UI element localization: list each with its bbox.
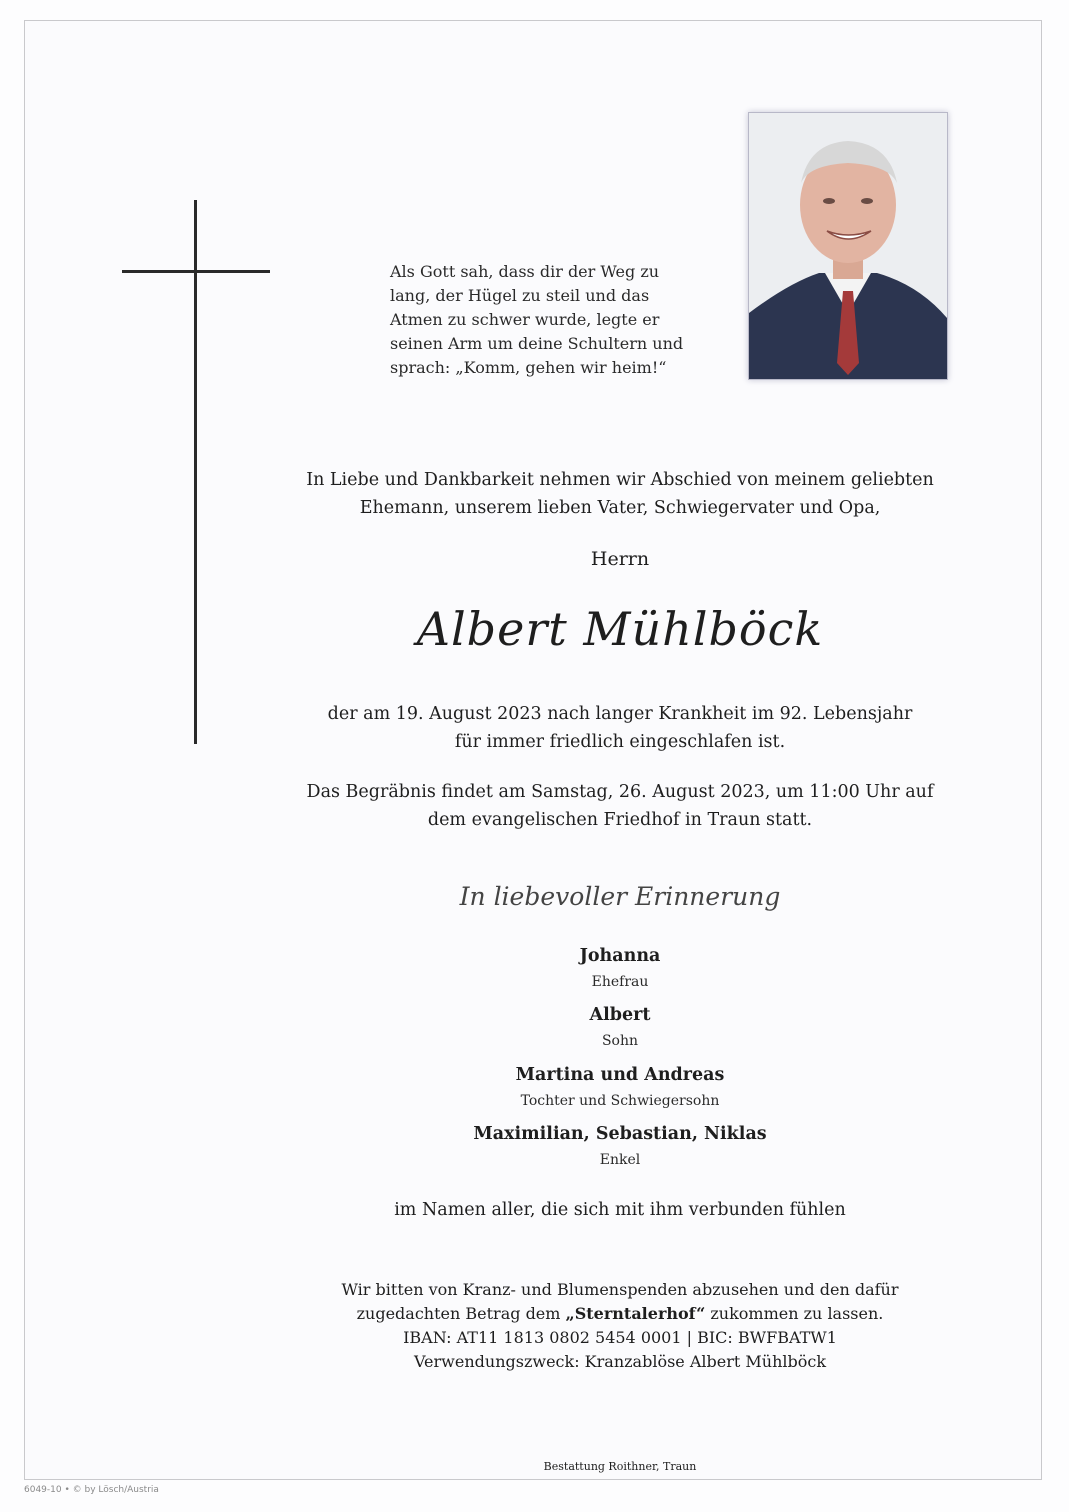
mourner-relation: Ehefrau bbox=[591, 974, 649, 990]
donation-line: Wir bitten von Kranz- und Blumenspenden abzusehen und den dafür bbox=[341, 1280, 899, 1299]
cross-vertical-bar bbox=[194, 200, 197, 744]
funeral-notice bbox=[240, 778, 1000, 834]
funeral-line: Das Begräbnis findet am Samstag, 26. August 2023, um 11:00 Uhr auf bbox=[306, 782, 934, 802]
salutation: Herrn bbox=[590, 548, 650, 570]
funeral-line: dem evangelischen Friedhof in Traun statt. bbox=[427, 810, 813, 830]
poem-line: Als Gott sah, dass dir der Weg zu bbox=[390, 262, 660, 281]
poem bbox=[390, 260, 710, 380]
closing-line: im Namen aller, die sich mit ihm verbunden fühlen bbox=[394, 1200, 846, 1220]
deceased-name: Albert Mühlböck bbox=[416, 602, 824, 656]
poem-line: sprach: „Komm, gehen wir heim!“ bbox=[390, 358, 667, 377]
print-code: 6049-10 • © by Lösch/Austria bbox=[24, 1485, 159, 1495]
intro-text bbox=[240, 466, 1000, 522]
intro-line: In Liebe und Dankbarkeit nehmen wir Abschied von meinem geliebten bbox=[306, 470, 934, 490]
mourner-relation: Tochter und Schwiegersohn bbox=[520, 1093, 720, 1109]
mourner-relation: Enkel bbox=[599, 1152, 641, 1168]
mourner-name: Maximilian, Sebastian, Niklas bbox=[473, 1124, 767, 1144]
mourner-name: Martina und Andreas bbox=[515, 1065, 725, 1085]
death-line: für immer friedlich eingeschlafen ist. bbox=[454, 732, 786, 752]
donation-text: zukommen zu lassen. bbox=[705, 1304, 884, 1323]
cross-horizontal-bar bbox=[122, 270, 270, 273]
intro-line: Ehemann, unserem lieben Vater, Schwiegervater und Opa, bbox=[359, 498, 881, 518]
payment-reference: Verwendungszweck: Kranzablöse Albert Mühlböck bbox=[413, 1352, 827, 1371]
portrait-photo bbox=[748, 112, 948, 380]
mourner-relation: Sohn bbox=[601, 1033, 639, 1049]
donation-request bbox=[240, 1278, 1000, 1374]
poem-line: seinen Arm um deine Schultern und bbox=[390, 334, 684, 353]
undertaker-name: Bestattung Roithner, Traun bbox=[543, 1460, 697, 1473]
charity-name: „Sterntalerhof“ bbox=[565, 1304, 706, 1323]
death-line: der am 19. August 2023 nach langer Krankheit im 92. Lebensjahr bbox=[327, 704, 913, 724]
donation-text: zugedachten Betrag dem bbox=[356, 1304, 566, 1323]
portrait-illustration bbox=[749, 113, 947, 379]
donation-line bbox=[240, 1302, 1000, 1326]
mourner-name: Albert bbox=[589, 1005, 651, 1025]
poem-line: lang, der Hügel zu steil und das bbox=[390, 286, 650, 305]
poem-line: Atmen zu schwer wurde, legte er bbox=[390, 310, 660, 329]
death-notice bbox=[240, 700, 1000, 756]
memory-heading: In liebevoller Erinnerung bbox=[459, 882, 781, 911]
bank-details: IBAN: AT11 1813 0802 5454 0001 | BIC: BWFBATW1 bbox=[403, 1328, 837, 1347]
mourner-name: Johanna bbox=[579, 946, 661, 966]
